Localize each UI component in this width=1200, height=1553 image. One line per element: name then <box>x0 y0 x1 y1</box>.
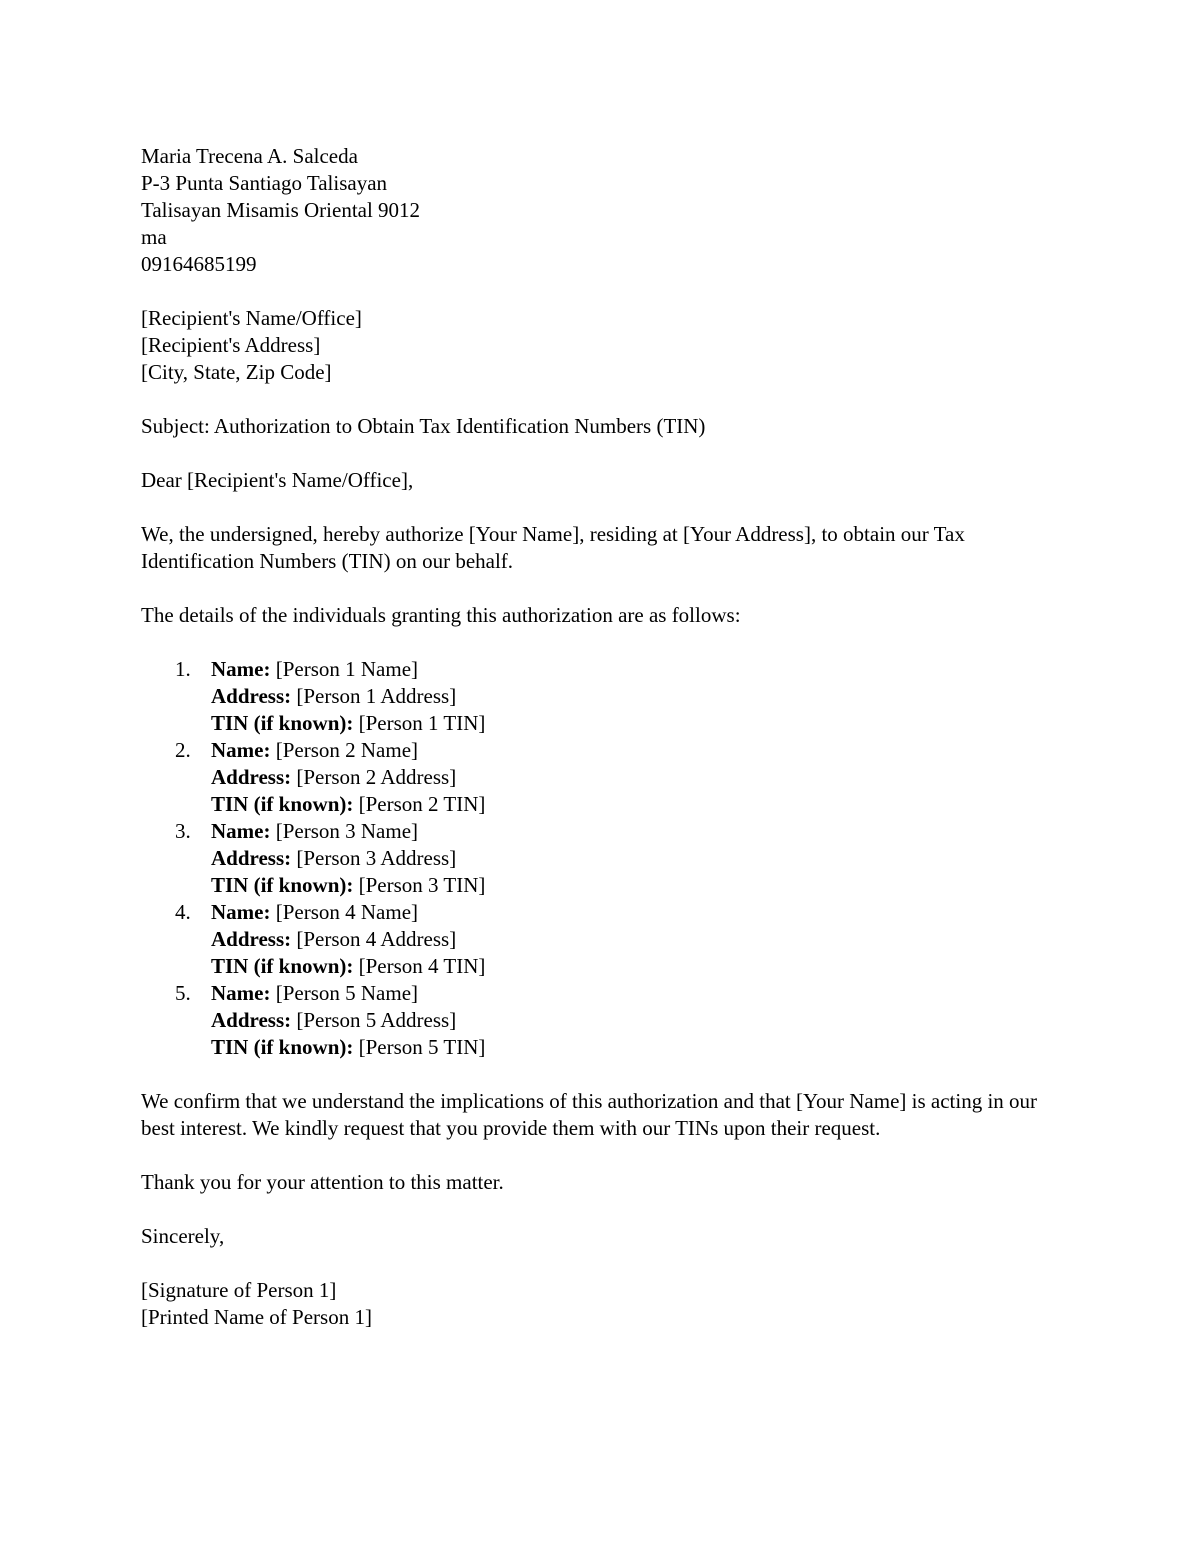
name-label: Name: <box>211 981 271 1005</box>
sender-address-line2: Talisayan Misamis Oriental 9012 <box>141 198 421 222</box>
sender-address-line1: P-3 Punta Santiago Talisayan <box>141 171 388 195</box>
list-number: 2. <box>175 738 191 762</box>
person-name: [Person 2 Name] <box>275 738 419 762</box>
salutation: Dear [Recipient's Name/Office], <box>141 468 414 492</box>
address-label: Address: <box>211 765 292 789</box>
person-address: [Person 4 Address] <box>296 927 457 951</box>
person-tin: [Person 1 TIN] <box>358 711 486 735</box>
list-item <box>141 656 1061 737</box>
sender-extra: ma <box>141 225 167 249</box>
person-tin: [Person 2 TIN] <box>358 792 486 816</box>
address-label: Address: <box>211 846 292 870</box>
intro-paragraph: We, the undersigned, hereby authorize [Your Name], residing at [Your Address], to obtain our Tax Identification Numbers (TIN) on our behalf. <box>141 522 965 573</box>
person-name: [Person 1 Name] <box>275 657 419 681</box>
person-tin: [Person 4 TIN] <box>358 954 486 978</box>
name-label: Name: <box>211 900 271 924</box>
letter-body <box>141 143 1061 1358</box>
tin-label: TIN (if known): <box>211 711 354 735</box>
list-item <box>141 980 1061 1061</box>
signature-block <box>141 1277 1061 1331</box>
address-label: Address: <box>211 1008 292 1032</box>
person-name: [Person 3 Name] <box>275 819 419 843</box>
recipient-name: [Recipient's Name/Office] <box>141 306 362 330</box>
sender-block <box>141 143 1061 278</box>
person-tin: [Person 3 TIN] <box>358 873 486 897</box>
signature-placeholder: [Signature of Person 1] <box>141 1278 337 1302</box>
printed-name-placeholder: [Printed Name of Person 1] <box>141 1305 372 1329</box>
list-number: 4. <box>175 900 191 924</box>
tin-label: TIN (if known): <box>211 792 354 816</box>
recipient-city: [City, State, Zip Code] <box>141 360 332 384</box>
people-list <box>141 656 1061 1061</box>
person-address: [Person 5 Address] <box>296 1008 457 1032</box>
person-address: [Person 1 Address] <box>296 684 457 708</box>
sender-name: Maria Trecena A. Salceda <box>141 144 358 168</box>
address-label: Address: <box>211 684 292 708</box>
tin-label: TIN (if known): <box>211 873 354 897</box>
name-label: Name: <box>211 819 271 843</box>
thanks-line: Thank you for your attention to this matter. <box>141 1170 504 1194</box>
tin-label: TIN (if known): <box>211 954 354 978</box>
person-name: [Person 5 Name] <box>275 981 419 1005</box>
name-label: Name: <box>211 657 271 681</box>
tin-label: TIN (if known): <box>211 1035 354 1059</box>
list-number: 5. <box>175 981 191 1005</box>
list-number: 3. <box>175 819 191 843</box>
subject-line: Subject: Authorization to Obtain Tax Identification Numbers (TIN) <box>141 414 706 438</box>
details-intro: The details of the individuals granting this authorization are as follows: <box>141 603 741 627</box>
closing-line: Sincerely, <box>141 1224 225 1248</box>
person-name: [Person 4 Name] <box>275 900 419 924</box>
person-address: [Person 3 Address] <box>296 846 457 870</box>
list-item <box>141 818 1061 899</box>
confirmation-paragraph: We confirm that we understand the implications of this authorization and that [Your Name] is acting in our best interest. We kindly request that you provide them with our TINs upon their request. <box>141 1089 1038 1140</box>
person-address: [Person 2 Address] <box>296 765 457 789</box>
list-item <box>141 899 1061 980</box>
sender-phone: 09164685199 <box>141 252 257 276</box>
list-number: 1. <box>175 657 191 681</box>
recipient-address: [Recipient's Address] <box>141 333 321 357</box>
list-item <box>141 737 1061 818</box>
recipient-block <box>141 305 1061 386</box>
name-label: Name: <box>211 738 271 762</box>
address-label: Address: <box>211 927 292 951</box>
person-tin: [Person 5 TIN] <box>358 1035 486 1059</box>
